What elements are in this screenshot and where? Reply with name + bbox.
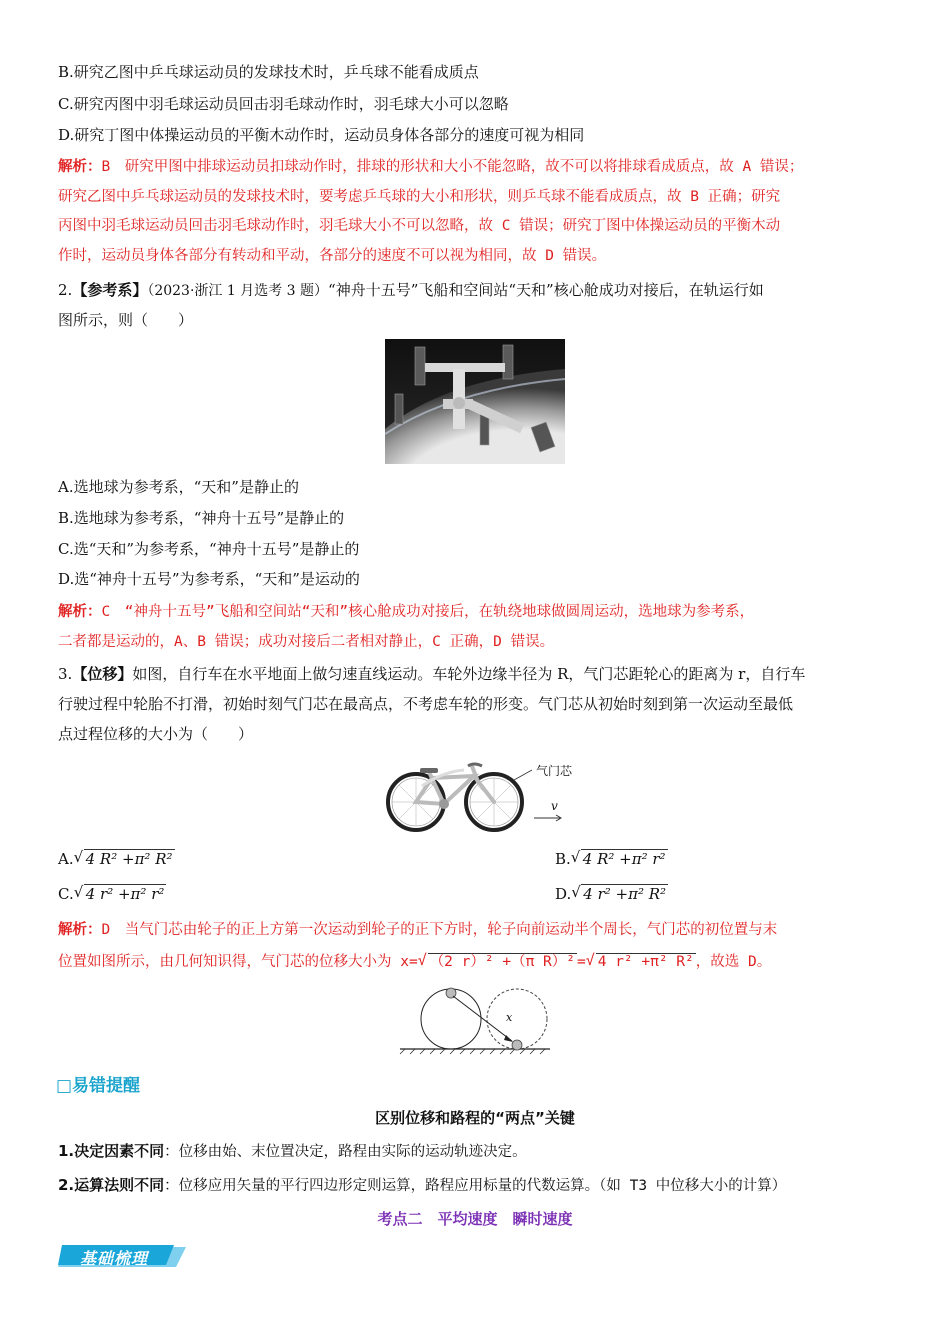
reminder-heading: □易错提醒: [56, 1076, 141, 1096]
q2-tag: 【参考系】: [72, 281, 148, 299]
q2-stem: 2.【参考系】（2023·浙江 1 月选考 3 题）“神舟十五号”飞船和空间站“天和”核心舱成功对接后，在轨运行如: [58, 281, 764, 299]
q3-tag: 【位移】: [72, 665, 133, 683]
q2-analysis-line: 解析：C “神舟十五号”飞船和空间站“天和”核心舱成功对接后，在轨绕地球做圆周运动，选地球为参考系，: [58, 604, 755, 620]
q2-source: （2023·浙江 1 月选考 3 题）: [147, 283, 329, 299]
velocity-label: v: [551, 799, 558, 813]
q3-analysis-line: 解析：D 当气门芯由轮子的正上方第一次运动到轮子的正下方时，轮子向前运动半个周长，气门芯的初位置与末: [58, 922, 778, 938]
q1-option-d: D.研究丁图中体操运动员的平衡木动作时，运动员身体各部分的速度可视为相同: [58, 126, 585, 144]
analysis-label: 解析：: [58, 922, 102, 938]
q1-option-b: B.研究乙图中乒乓球运动员的发球技术时，乒乓球不能看成质点: [58, 63, 479, 81]
reminder-title: 区别位移和路程的“两点”关键: [375, 1109, 575, 1127]
displacement-label: x: [506, 1011, 513, 1024]
q1-analysis-line: 研究乙图中乒乓球运动员的发球技术时，要考虑乒乓球的大小和形状，则乒乓球不能看成质点，故 B 正确；研究: [58, 189, 781, 205]
q3-analysis-line: 位置如图所示，由几何知识得，气门芯的位移大小为 x= √ （2 r）² +（π R）² = √ 4 r² +π² R² ，故选 D。: [58, 951, 772, 970]
q1-analysis-line: 丙图中羽毛球运动员回击羽毛球动作时，羽毛球大小不可以忽略，故 C 错误；研究丁图中体操运动员的平衡木动: [58, 218, 781, 234]
q2-stem-line2: 图所示，则（ ）: [58, 311, 194, 329]
q3-option-c: C. √ 4 r² +π² r²: [58, 883, 165, 903]
q3-option-d: D. √ 4 r² +π² R²: [555, 883, 667, 903]
wheel-displacement-diagram: [395, 983, 555, 1055]
space-station-image: [385, 339, 565, 464]
q1-option-c: C.研究丙图中羽毛球运动员回击羽毛球动作时，羽毛球大小可以忽略: [58, 95, 509, 113]
q3-option-a: A. √ 4 R² +π² R²: [58, 848, 173, 868]
analysis-label: 解析：: [58, 604, 102, 620]
valve-core-label: 气门芯: [536, 764, 573, 778]
q3-stem-line: 行驶过程中轮胎不打滑，初始时刻气门芯在最高点，不考虑车轮的形变。气门芯从初始时刻到第一次运动至最低: [58, 695, 794, 713]
q1-analysis-line: 解析：B 研究甲图中排球运动员扣球动作时，排球的形状和大小不能忽略，故不可以将排球看成质点，故 A 错误；: [58, 159, 804, 175]
q3-stem-line: 点过程位移的大小为（ ）: [58, 725, 254, 743]
q2-analysis-line: 二者都是运动的，A、B 错误；成功对接后二者相对静止，C 正确，D 错误。: [58, 634, 555, 650]
q2-option-c: C.选“天和”为参考系，“神舟十五号”是静止的: [58, 540, 360, 558]
banner: [58, 1243, 186, 1271]
q1-analysis-line: 作时，运动员身体各部分有转动和平动，各部分的速度不可以视为相同，故 D 错误。: [58, 248, 607, 264]
analysis-label: 解析：: [58, 159, 102, 175]
q2-option-d: D.选“神舟十五号”为参考系，“天和”是运动的: [58, 570, 360, 588]
q3-stem: 3.【位移】如图，自行车在水平地面上做匀速直线运动。车轮外边缘半径为 R，气门芯距轮心的距离为 r，自行车: [58, 665, 806, 683]
q2-option-a: A.选地球为参考系，“天和”是静止的: [58, 478, 299, 496]
banner-text: 基础梳理: [80, 1249, 149, 1268]
reminder-item: 1.决定因素不同：位移由始、末位置决定，路程由实际的运动轨迹决定。: [58, 1142, 527, 1160]
section-title: 考点二 平均速度 瞬时速度: [377, 1210, 573, 1228]
q2-option-b: B.选地球为参考系，“神舟十五号”是静止的: [58, 509, 345, 527]
q3-option-b: B. √ 4 R² +π² r²: [555, 848, 666, 868]
reminder-item: 2.运算法则不同：位移应用矢量的平行四边形定则运算，路程应用标量的代数运算。（如 T3 中位移大小的计算）: [58, 1176, 787, 1194]
